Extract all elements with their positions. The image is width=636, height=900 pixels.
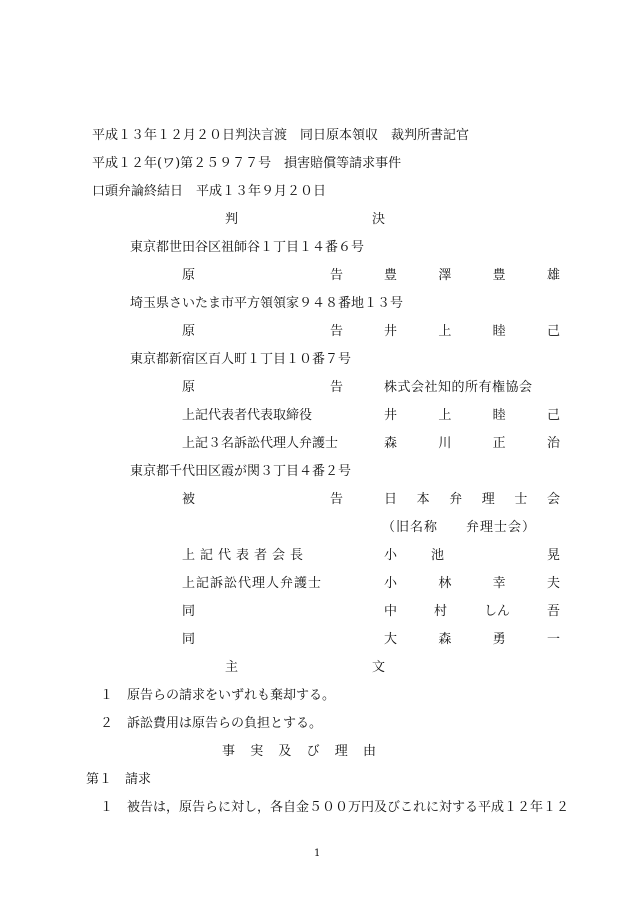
plaintiffs-attorney-name [384,436,560,452]
name-char: 理 [481,492,495,507]
name-char: 睦 [492,408,506,423]
plaintiff3-representative-name [384,408,560,424]
same-label-2: 同 [182,632,196,647]
judgment-title-right: 決 [372,212,386,227]
main-item1-number: １ [100,688,114,703]
name-char: 大 [384,632,398,647]
defendant-address: 東京都千代田区霞が関３丁目４番２号 [130,464,352,479]
name-char: 己 [546,408,560,423]
defendant-attorney1-name [384,576,560,592]
name-char: 吾 [546,604,560,619]
plaintiff2-name [384,324,560,340]
main-item1-text: 原告らの請求をいずれも棄却する。 [127,688,336,703]
plaintiff2-address: 埼玉県さいたま市平方領領家９４８番地１３号 [130,296,404,311]
main-text-title-left: 主 [225,660,239,675]
header-line-2: 平成１２年(ワ)第２５９７７号 損害賠償等請求事件 [92,156,402,171]
plaintiff3-name: 株式会社知的所有権協会 [384,380,533,395]
name-char: しん [483,604,510,619]
name-char: 澤 [438,268,452,283]
name-char: 上 [438,324,452,339]
header-line-3: 口頭弁論終結日 平成１３年９月２０日 [92,184,327,199]
name-char: 上 [438,408,452,423]
title-char: 及 [278,744,292,759]
defendant-rep-char-2: 池 [431,548,445,563]
plaintiff2-role-suffix: 告 [330,324,344,339]
title-char: 由 [362,744,376,759]
section-1-heading: 第１ 請求 [86,772,152,787]
name-char: 治 [546,436,560,451]
name-char: 井 [384,408,398,423]
plaintiff1-role: 原 [182,268,196,283]
defendant-former-name: （旧名称 弁理士会） [382,520,537,535]
name-char: 森 [438,632,452,647]
page-number: 1 [314,848,321,859]
name-char: 井 [384,324,398,339]
plaintiff3-address: 東京都新宿区百人町１丁目１０番７号 [130,352,352,367]
title-char: び [306,744,320,759]
name-char: 会 [546,492,560,507]
name-char: 睦 [492,324,506,339]
defendant-rep-char-3: 晃 [547,548,561,563]
plaintiff1-role-suffix: 告 [330,268,344,283]
plaintiff3-representative-label: 上記代表者代表取締役 [182,408,313,423]
header-line-1: 平成１３年１２月２０日判決言渡 同日原本領収 裁判所書記官 [92,128,470,143]
title-char: 事 [222,744,236,759]
name-char: 豊 [492,268,506,283]
name-char: 弁 [449,492,463,507]
name-char: 夫 [546,576,560,591]
plaintiff1-name [384,268,560,284]
main-text-title-right: 文 [372,660,386,675]
facts-item1-number: １ [100,800,114,815]
plaintiffs-attorney-label: 上記３名訴訟代理人弁護士 [182,436,339,451]
title-char: 理 [334,744,348,759]
defendant-attorney3-name [384,632,560,648]
facts-title [222,744,376,760]
name-char: 中 [384,604,398,619]
name-char: 一 [546,632,560,647]
name-char: 雄 [546,268,560,283]
main-item2-number: ２ [100,716,114,731]
judgment-title-left: 判 [225,212,239,227]
name-char: 林 [438,576,452,591]
facts-item1-text: 被告は，原告らに対し，各自金５００万円及びこれに対する平成１２年１２ [127,800,570,815]
defendant-role-suffix: 告 [330,492,344,507]
name-char: 幸 [492,576,506,591]
name-char: 小 [384,576,398,591]
name-char: 川 [438,436,452,451]
name-char: 森 [384,436,398,451]
name-char: 己 [546,324,560,339]
name-char: 勇 [492,632,506,647]
defendant-attorney2-name [384,604,560,620]
title-char: 実 [250,744,264,759]
name-char: 日 [384,492,398,507]
plaintiff1-address: 東京都世田谷区祖師谷１丁目１４番６号 [130,240,365,255]
name-char: 士 [514,492,528,507]
plaintiff3-role-suffix: 告 [330,380,344,395]
name-char: 村 [433,604,447,619]
main-item2-text: 訴訟費用は原告らの負担とする。 [127,716,323,731]
defendant-rep-char-1: 小 [384,548,398,563]
same-label-1: 同 [182,604,196,619]
defendant-name [384,492,560,508]
defendant-role: 被 [182,492,196,507]
defendant-representative-label: 上記代表者会長 [182,548,309,563]
plaintiff3-role: 原 [182,380,196,395]
name-char: 本 [416,492,430,507]
defendant-attorney-label: 上記訴訟代理人弁護士 [182,576,323,591]
name-char: 豊 [384,268,398,283]
plaintiff2-role: 原 [182,324,196,339]
name-char: 正 [492,436,506,451]
